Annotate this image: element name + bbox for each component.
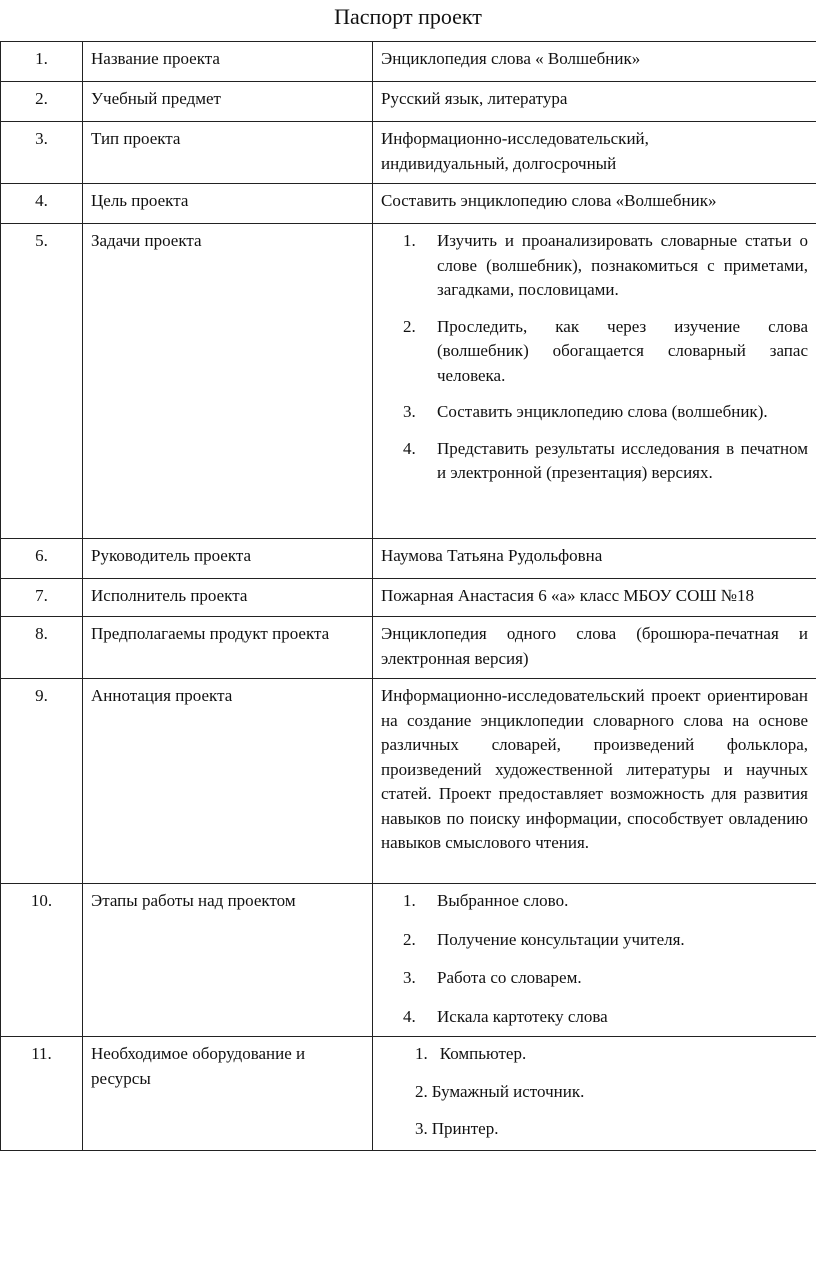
row-number: 7. [1, 579, 83, 617]
table-row [1, 617, 816, 679]
row-number: 10. [1, 884, 83, 1037]
row-label: Предполагаемы продукт проекта [83, 617, 373, 679]
list-item: 1. Изучить и проанализировать словарные статьи о слове (волшебник), познакомиться с приметами, загадками, пословицами. [403, 231, 808, 299]
project-passport-table [0, 41, 816, 1151]
row-value [373, 224, 816, 539]
list-item: 3. Составить энциклопедию слова (волшебник). [403, 402, 768, 421]
row-number: 11. [1, 1037, 83, 1151]
row-value: Пожарная Анастасия 6 «а» класс МБОУ СОШ №18 [373, 579, 816, 617]
row-label: Задачи проекта [83, 224, 373, 539]
list-item: 2. Проследить, как через изучение слова (волшебник) обогащается словарный запас человека. [403, 316, 808, 385]
table-row [1, 82, 816, 122]
table-row [1, 42, 816, 82]
project-type-value: Информационно-исследовательский, индивидуальный, долгосрочный [381, 129, 649, 173]
row-number: 8. [1, 617, 83, 679]
list-item: 2. Получение консультации учителя. [403, 929, 685, 949]
tasks-list [381, 229, 808, 486]
list-item: 3. Работа со словарем. [403, 968, 582, 987]
list-item: 2. Бумажный источник. [415, 1081, 585, 1101]
row-value [373, 122, 816, 184]
table-row [1, 184, 816, 224]
row-number: 5. [1, 224, 83, 539]
row-number: 6. [1, 539, 83, 579]
row-value: Энциклопедия слова « Волшебник» [373, 42, 816, 82]
table-row [1, 122, 816, 184]
row-number: 9. [1, 679, 83, 884]
table-row [1, 884, 816, 1037]
row-value: Наумова Татьяна Рудольфовна [373, 539, 816, 579]
row-value: Энциклопедия одного слова (брошюра-печатная и электронная версия) [373, 617, 816, 679]
row-label: Этапы работы над проектом [83, 884, 373, 1037]
table-row [1, 679, 816, 884]
row-value: Русский язык, литература [373, 82, 816, 122]
row-number: 3. [1, 122, 83, 184]
table-row [1, 539, 816, 579]
row-label: Тип проекта [83, 122, 373, 184]
row-label: Название проекта [83, 42, 373, 82]
row-value [373, 1037, 816, 1151]
row-label: Руководитель проекта [83, 539, 373, 579]
resources-list [381, 1042, 808, 1142]
row-label: Необходимое оборудование и ресурсы [83, 1037, 373, 1151]
row-label: Исполнитель проекта [83, 579, 373, 617]
list-item: 4. Представить результаты исследования в печатном и электронной (презентация) версиях. [403, 438, 808, 482]
row-number: 2. [1, 82, 83, 122]
stages-list [381, 889, 808, 1029]
row-number: 4. [1, 184, 83, 224]
row-number: 1. [1, 42, 83, 82]
list-item: 1. Компьютер. [415, 1044, 527, 1063]
row-value: Информационно-исследовательский проект ориентирован на создание энциклопедии словарного слова на основе различных словарей, произведений фольклора, произведений художественной литературы и научных статей. Проект предоставляет возможность для развития навыков по поиску информации, способствует овладению навыков смыслового чтения. [373, 679, 816, 884]
table-row [1, 224, 816, 539]
table-row [1, 579, 816, 617]
row-value [373, 884, 816, 1037]
list-item: 1. Выбранное слово. [403, 891, 569, 910]
list-item: 4. Искала картотеку слова [403, 1006, 608, 1026]
table-row [1, 1037, 816, 1151]
row-label: Аннотация проекта [83, 679, 373, 884]
row-value: Составить энциклопедию слова «Волшебник» [373, 184, 816, 224]
row-label: Учебный предмет [83, 82, 373, 122]
row-label: Цель проекта [83, 184, 373, 224]
list-item: 3. Принтер. [415, 1119, 499, 1138]
page-title: Паспорт проект [334, 4, 482, 29]
